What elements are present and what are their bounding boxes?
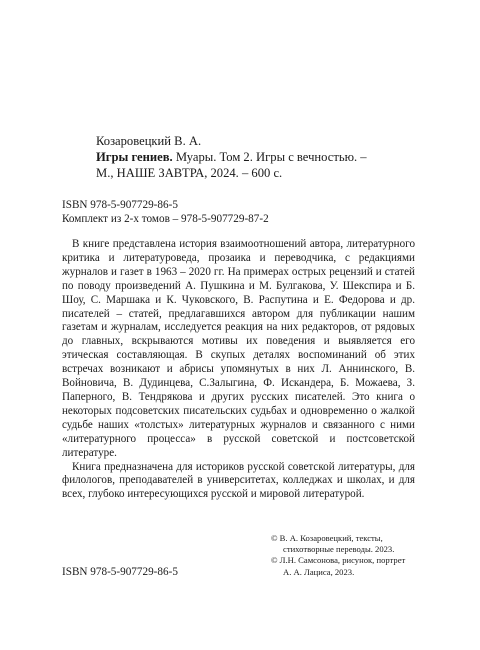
author-name: Козаровецкий В. А. (96, 134, 202, 148)
book-subtitle: Муары. Том 2. Игры с вечностью. – (172, 150, 367, 164)
title-line (96, 149, 436, 165)
isbn-line: ISBN 978-5-907729-86-5 (62, 199, 178, 211)
bibliographic-record (96, 133, 436, 181)
isbn-block (62, 198, 269, 226)
annotation-paragraph-2: Книга предназначена для историков русской советской литературы, для филологов, преподавателей в университетах, колледжах и школах, и для всех, глубоко интересующихся русской и мировой литературой. (62, 460, 415, 501)
annotation-paragraph-1: В книге представлена история взаимоотношений автора, литературного критика и литературоведа, прозаика и переводчика, с редакциями журналов и газет в 1963 – 2020 гг. На примерах острых рецензий и статей по поводу произведений А. Пушкина и М. Булгакова, У. Шекспира и Б. Шоу, С. Маршака и К. Чуковского, В. Распутина и Е. Федорова и др. писателей – статей, предлагавшихся автором для публикации нашим газетам и журналам, исследуется реакция на них редакторов, от рядовых до главных, вскрываются мотивы их поведения и выявляется его этическая составляющая. В скупых деталях воспоминаний об этих встречах возникают и абрисы упомянутых в них Л. Аннинского, В. Войновича, В. Дудинцева, С.Залыгина, Ф. Искандера, Б. Можаева, З. Паперного, В. Тендрякова и других русских писателей. Это книга о некоторых подсоветских писательских судьбах и одновременно о жалкой судьбе наших «толстых» литературных журналов и связанного с ними «литературного процесса» в русской советской и постсоветской литературе. (62, 238, 415, 459)
annotation (62, 238, 415, 502)
book-title: Игры гениев. (96, 150, 173, 164)
isbn-bottom: ISBN 978-5-907729-86-5 (62, 566, 178, 578)
copyright-line-2: © Л.Н. Самсонова, рисунок, портрет (271, 555, 406, 566)
copyright-block (271, 533, 441, 578)
copyright-line-1-cont: стихотворные переводы. 2023. (283, 544, 395, 555)
imprint-line: М., НАШЕ ЗАВТРА, 2024. – 600 с. (96, 166, 283, 180)
copyright-line-1: © В. А. Козаровецкий, тексты, (271, 533, 383, 543)
set-isbn-line: Комплект из 2-х томов – 978-5-907729-87-2 (62, 213, 269, 225)
copyright-line-2-cont: А. А. Лациса, 2023. (283, 566, 355, 577)
